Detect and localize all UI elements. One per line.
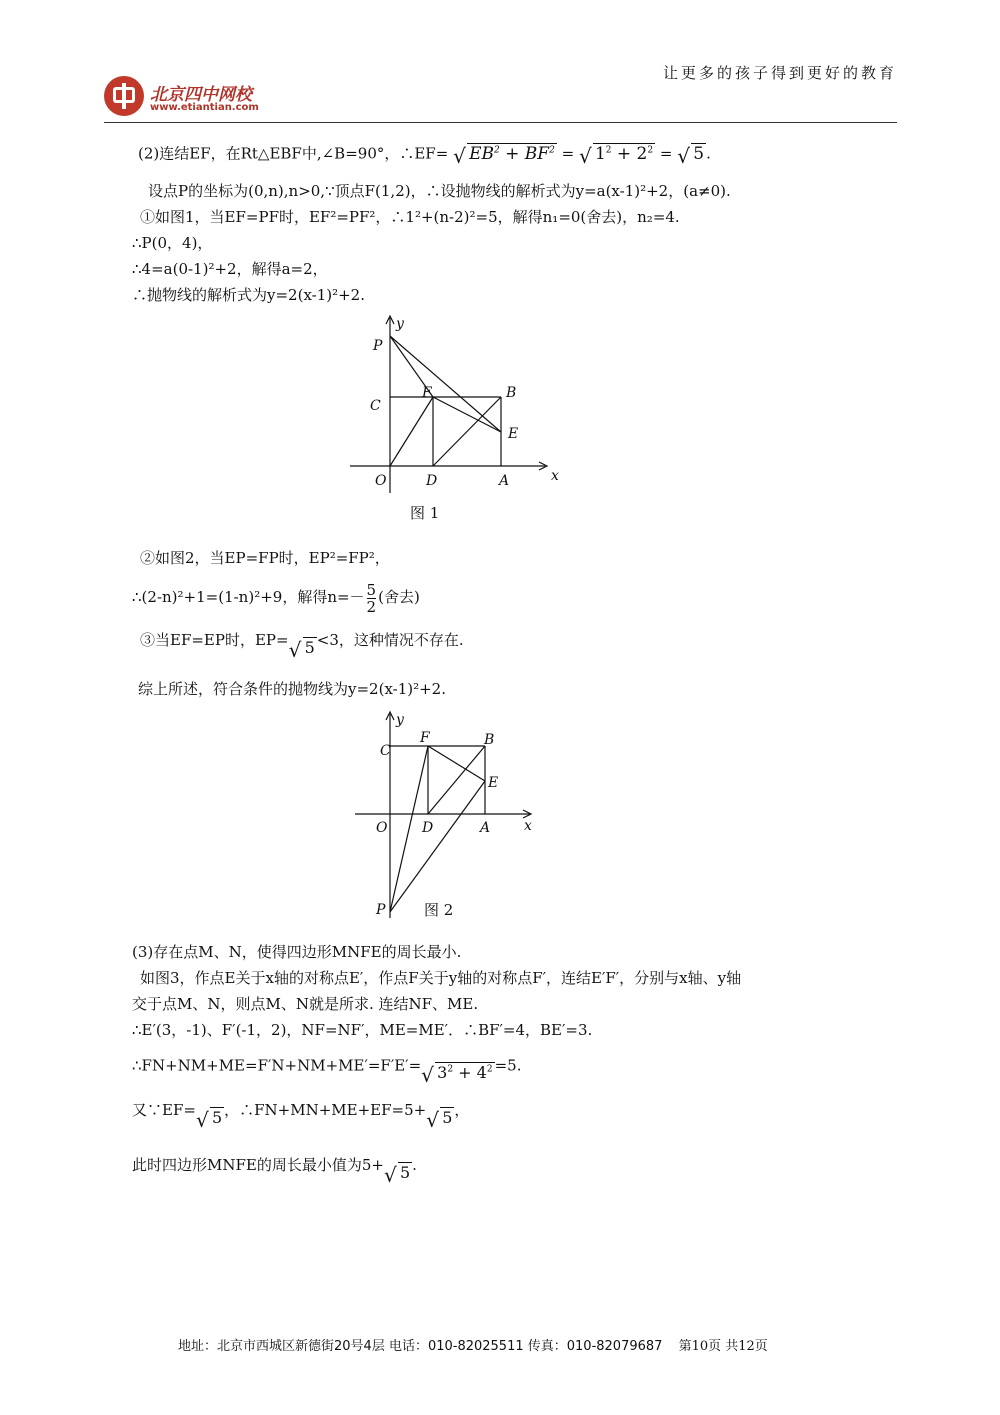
figure-1-caption: 图 1 [410, 504, 440, 522]
l8-prefix: ∴(2-n)²+1=(1-n)²+9，解得n=－ [132, 588, 365, 606]
l17-prefix: 此时四边形MNFE的周长最小值为5+ [132, 1156, 384, 1174]
fig1-label-d: D [426, 473, 438, 489]
fig1-label-y: y [396, 316, 404, 332]
fig2-label-e: E [488, 775, 499, 791]
fig2-segment-pe [390, 781, 485, 912]
sqrt-eb-bf: √ $EB^2 + BF^2$ [453, 140, 557, 164]
l17-suffix: . [412, 1156, 417, 1174]
solution-line-13: 交于点M、N，则点M、N就是所求. 连结NF、ME. [132, 995, 479, 1013]
l1-rad3: 5 [693, 143, 705, 164]
solution-line-11: (3)存在点M、N，使得四边形MNFE的周长最小. [132, 943, 462, 961]
l9-prefix: ③当EF=EP时，EP= [140, 631, 289, 649]
solution-line-1: (2)连结EF，在Rt△EBF中,∠B=90°，∴EF= √ $EB^2 + BF^2$ = √ $1^2 + 2^2$ = √ 5 . [138, 140, 711, 164]
l16-prefix: 又∵EF= [132, 1101, 196, 1119]
l8-suffix: (舍去) [378, 588, 420, 606]
logo-emblem-icon [104, 76, 144, 116]
fig2-label-d: D [422, 820, 434, 836]
fig1-label-e: E [508, 426, 519, 442]
l15-suffix: =5. [494, 1056, 522, 1075]
l16-rad: 5 [211, 1108, 223, 1127]
solution-line-7: ②如图2，当EP=FP时，EP²=FP²， [140, 549, 390, 567]
l1-rad2b: + 2 [616, 143, 648, 164]
fig2-label-x: x [524, 818, 532, 834]
solution-line-4: ∴P(0，4)， [132, 234, 213, 252]
l16-mid: ，∴FN+MN+ME+EF=5+ [224, 1101, 427, 1119]
l1-eq2: = [659, 144, 673, 163]
sqrt-1-2: √ $1^2 + 2^2$ [579, 140, 655, 164]
fig1-label-f: F [422, 385, 432, 401]
figure-2-caption: 图 2 [424, 901, 454, 919]
header-slogan: 让更多的孩子得到更好的教育 [662, 64, 897, 82]
l9-rad: 5 [304, 638, 315, 657]
sqrt-5 [677, 144, 706, 164]
sqrt-3-4: √ $3^2 + 4^2$ [421, 1060, 494, 1083]
fig1-segment-pe [390, 336, 501, 432]
l16-rad2: 5 [442, 1108, 453, 1127]
solution-line-17 [132, 1155, 417, 1182]
fig1-label-p: P [373, 338, 383, 354]
fig1-label-x: x [551, 468, 559, 484]
fig2-segment-db [428, 746, 485, 814]
l1-eq: = [561, 144, 575, 163]
fig2-label-p: P [376, 902, 386, 918]
logo-url: www.etiantian.com [150, 102, 259, 113]
fig2-label-a: A [480, 820, 491, 836]
solution-line-12: 如图3，作点E关于x轴的对称点E′，作点F关于y轴的对称点F′，连结E′F′，分别与x轴、y轴 [140, 969, 742, 987]
footer-page-number: 第10页 共12页 [678, 1339, 768, 1354]
fig2-label-f: F [420, 730, 430, 746]
sqrt-5-ep [289, 638, 317, 658]
fig2-segment-fe [428, 746, 485, 781]
sqrt-5-ef [196, 1108, 224, 1128]
solution-line-2: 设点P的坐标为(0,n),n>0,∵顶点F(1,2)，∴设抛物线的解析式为y=a(x-1)²+2，(a≠0). [148, 182, 731, 200]
l1-rad2: 1 [594, 143, 606, 164]
solution-line-10: 综上所述，符合条件的抛物线为y=2(x-1)²+2. [138, 680, 446, 698]
solution-line-16 [132, 1100, 470, 1127]
l1-rad1: EB [469, 143, 494, 164]
fig1-label-c: C [370, 398, 381, 414]
l8-den: 2 [366, 597, 377, 616]
solution-line-15 [132, 1052, 522, 1083]
fig2-label-b: B [484, 732, 495, 748]
solution-line-6: ∴抛物线的解析式为y=2(x-1)²+2. [132, 286, 365, 304]
solution-line-8 [132, 579, 420, 615]
logo [104, 76, 294, 120]
l15-prefix: ∴FN+NM+ME=F′N+NM+ME′=F′E′= [132, 1056, 422, 1075]
sqrt-5-sum [426, 1108, 454, 1128]
fig1-segment-db [433, 397, 501, 466]
l9-suffix: <3，这种情况不存在. [316, 631, 464, 649]
page-footer [178, 1335, 768, 1354]
fig1-label-o: O [375, 473, 387, 489]
sqrt-5-min [384, 1163, 412, 1183]
fig2-label-y: y [396, 712, 404, 728]
fraction-five-halves [367, 582, 377, 615]
fig1-segment-of [390, 397, 433, 466]
fig1-label-b: B [506, 385, 517, 401]
fig2-label-c: C [380, 743, 391, 759]
l15-radb: + 4 [458, 1063, 487, 1083]
l8-num: 5 [366, 580, 377, 599]
figure-2 [350, 706, 550, 922]
footer-address: 地址：北京市西城区新德街20号4层 电话：010-82025511 传真：010-82079687 [178, 1339, 663, 1354]
logo-name: 北京四中网校 [150, 85, 252, 105]
solution-line-14: ∴E′(3，-1)、F′(-1，2)，NF=NF′，ME=ME′．∴BF′=4，BE′=3. [132, 1021, 593, 1039]
fig2-label-o: O [376, 820, 388, 836]
l16-suffix: ， [454, 1101, 470, 1119]
l1-prefix: (2)连结EF，在Rt△EBF中,∠B=90°，∴EF= [138, 144, 449, 163]
header-divider [104, 122, 897, 123]
fig1-label-a: A [499, 473, 510, 489]
solution-line-9 [140, 630, 464, 657]
l15-rad: 3 [437, 1063, 448, 1083]
solution-line-5: ∴4=a(0-1)²+2，解得a=2， [132, 260, 328, 278]
l17-rad: 5 [399, 1163, 411, 1182]
l1-rad1b: + BF [505, 143, 550, 164]
figure-1 [340, 308, 570, 498]
solution-line-3: ①如图1，当EF=PF时，EF²=PF²，∴1²+(n-2)²=5，解得n₁=0(舍去)，n₂=4. [140, 208, 680, 226]
